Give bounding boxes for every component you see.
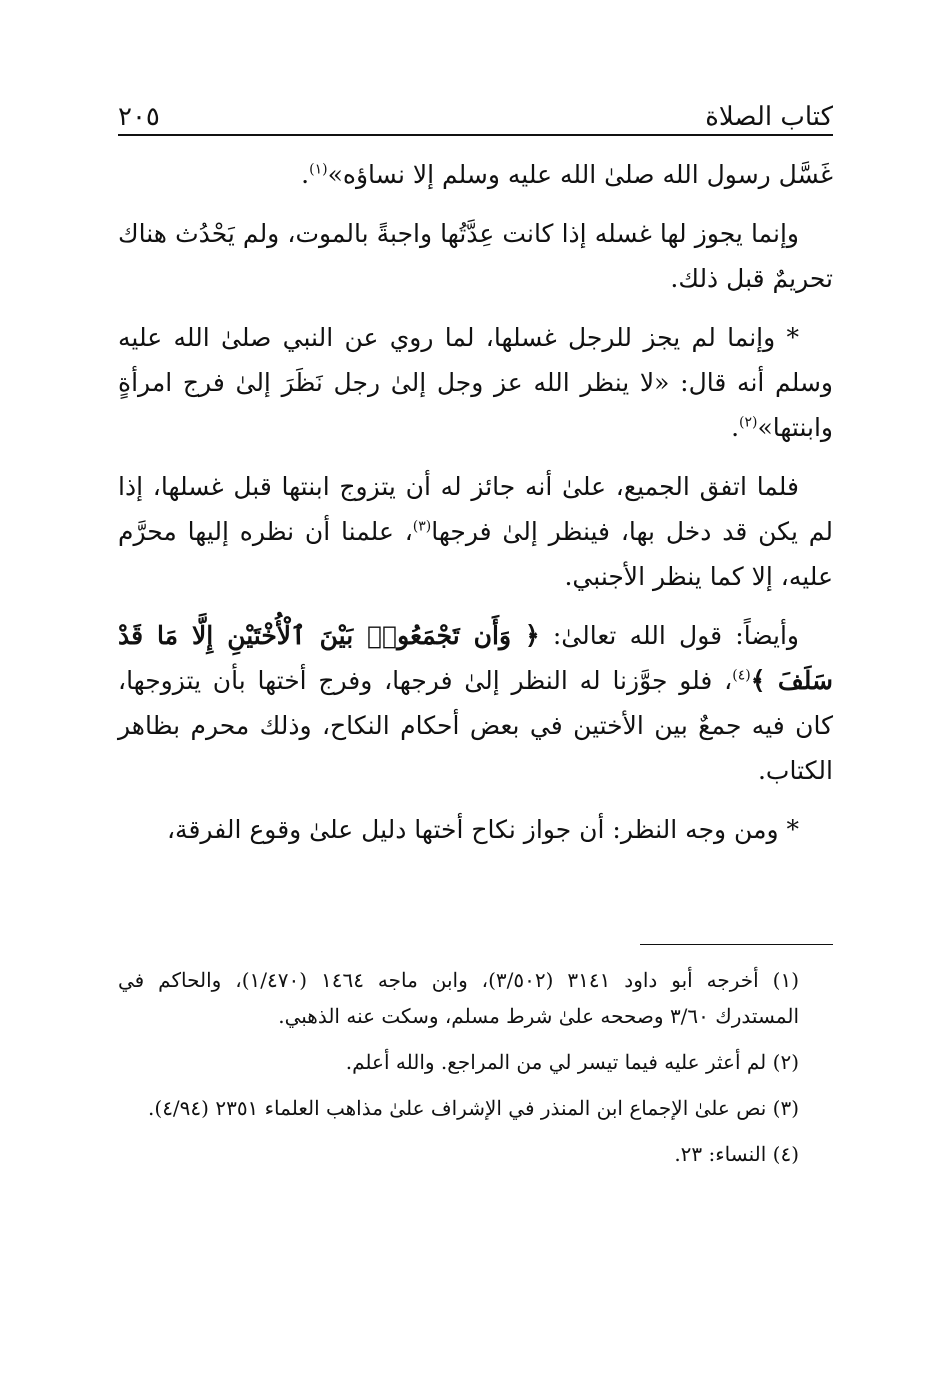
paragraph-1: غَسَّل رسول الله صلىٰ الله عليه وسلم إلا نساؤه»$^{(١)}$. [301, 160, 833, 189]
footnote-ref-1[interactable]: (١) [309, 161, 328, 178]
running-header [118, 92, 833, 132]
paragraph-4: فلما اتفق الجميع، علىٰ أنه جائز له أن يتزوج ابنتها قبل غسلها، إذا لم يكن قد دخل بها، فينظر إلىٰ فرجها$^{(٣)}$، علمنا أن نظره إليها محرَّم عليه، إلا كما ينظر الأجنبي. [118, 472, 833, 591]
chapter-title: كتاب الصلاة [705, 102, 833, 132]
footnote-2: (٢) لم أعثر عليه فيما تيسر لي من المراجع. والله أعلم. [345, 1050, 799, 1074]
paragraph-5: وأيضاً: قول الله تعالىٰ: ﴿ وَأَن تَجْمَعُوا۟ بَيْنَ ٱلْأُخْتَيْنِ إِلَّا مَا قَدْ سَلَفَ ﴾$^{(٤)}$، فلو جوَّزنا له النظر إلىٰ فرجها، وفرج أختها بأن يتزوجها، كان فيه جمعٌ بين الأختين في بعض أحكام النكاح، وذلك محرم بظاهر الكتاب. [118, 621, 833, 785]
footnote-ref-3[interactable]: (٣) [412, 518, 432, 535]
footnote-ref-2[interactable]: (٢) [739, 414, 758, 431]
quran-verse: ﴿ وَأَن تَجْمَعُوا۟ بَيْنَ ٱلْأُخْتَيْنِ إِلَّا مَا قَدْ سَلَفَ ﴾ [118, 621, 833, 695]
footnote-1: (١) أخرجه أبو داود ٣١٤١ (٣/٥٠٢)، وابن ماجه ١٤٦٤ (١/٤٧٠)، والحاكم في المستدرك ٣/٦٠ وصححه علىٰ شرط مسلم، وسكت عنه الذهبي. [118, 968, 799, 1028]
footnote-ref-4[interactable]: (٤) [732, 667, 751, 684]
paragraph-3: * وإنما لم يجز للرجل غسلها، لما روي عن النبي صلىٰ الله عليه وسلم أنه قال: «لا ينظر الله عز وجل إلىٰ رجل نَظَرَ إلىٰ فرج امرأةٍ وابنتها»$^{(٢)}$. [118, 323, 833, 442]
page-number: ٢٠٥ [118, 102, 160, 132]
footnote-4: (٤) النساء: ٢٣. [674, 1142, 799, 1166]
main-text [118, 152, 833, 866]
paragraph-6: * ومن وجه النظر: أن جواز نكاح أختها دليل علىٰ وقوع الفرقة، [166, 815, 799, 844]
paragraph-2: وإنما يجوز لها غسله إذا كانت عِدَّتُها واجبةً بالموت، ولم يَحْدُث هناك تحريمٌ قبل ذلك. [118, 219, 833, 293]
footnotes [118, 962, 833, 1182]
header-rule [118, 134, 833, 136]
footnote-3: (٣) نص علىٰ الإجماع ابن المنذر في الإشراف علىٰ مذاهب العلماء ٢٣٥١ (٤/٩٤). [148, 1096, 799, 1120]
footnote-rule [640, 944, 833, 945]
